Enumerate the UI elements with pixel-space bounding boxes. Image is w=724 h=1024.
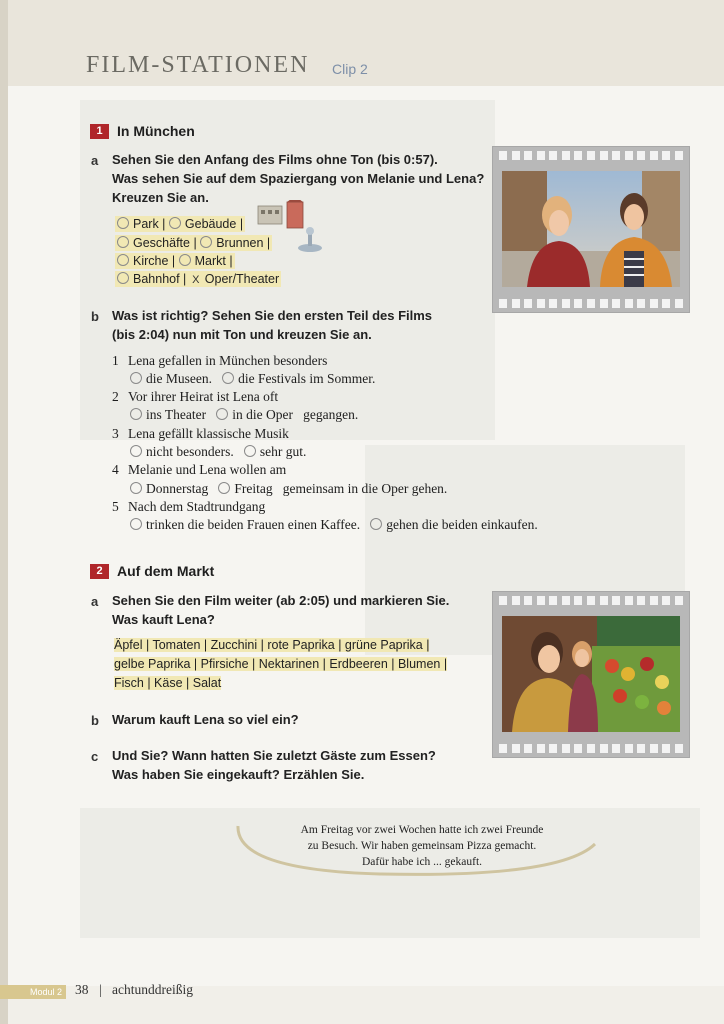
page-number: 38 [75,982,89,997]
film-perforation [499,151,683,160]
radio-q4-opt2[interactable] [218,482,230,494]
question-2 [112,389,278,405]
question-number: 3 [112,426,119,441]
option-label: die Festivals im Sommer. [238,371,376,386]
task-line: Was sehen Sie auf dem Spaziergang von Melanie und Lena? [112,171,485,186]
option-label: trinken die beiden Frauen einen Kaffee. [146,517,361,532]
task-line: Und Sie? Wann hatten Sie zuletzt Gäste zum Essen? [112,748,436,763]
option-label: Markt | [194,254,233,268]
option-row [115,252,235,270]
vocabulary-line [114,674,447,693]
question-text: Melanie und Lena wollen am [128,462,287,477]
buildings-icon [256,200,326,256]
vocabulary-text: Fisch | Käse | Salat [114,676,222,690]
option-row [115,270,281,288]
question-text: Lena gefallen in München besonders [128,353,328,368]
checkbox-park[interactable] [117,217,129,229]
task-1b-text [112,306,432,344]
question-number: 2 [112,389,119,404]
question-5-options [130,517,538,533]
question-number: 1 [112,353,119,368]
option-label: nicht besonders. [146,444,234,459]
page-edge [0,0,8,1024]
checkbox-gebaeude[interactable] [169,217,181,229]
section-2-heading [90,563,214,579]
task-letter: b [91,309,99,324]
task-line: Was kauft Lena? [112,612,215,627]
option-label: Brunnen | [216,236,271,250]
section-title: Auf dem Markt [117,563,215,579]
photo-lena-market [502,616,680,732]
clip-label: Clip 2 [332,61,368,77]
question-number: 4 [112,462,119,477]
radio-q1-opt1[interactable] [130,372,142,384]
task-line: (bis 2:04) nun mit Ton und kreuzen Sie an. [112,327,372,342]
checkbox-markt[interactable] [179,254,191,266]
option-label: in die Oper [232,407,293,422]
option-label: Oper/Theater [204,272,280,286]
option-label: die Museen. [146,371,212,386]
speech-line: Dafür habe ich ... gekauft. [361,856,483,868]
task-line: Was haben Sie eingekauft? Erzählen Sie. [112,767,365,782]
task-2a-text [112,591,449,629]
option-label: Bahnhof | [133,272,187,286]
radio-q5-opt2[interactable] [370,518,382,530]
radio-q2-opt1[interactable] [130,408,142,420]
photo-melanie-lena-street [502,171,680,287]
task-letter: b [91,713,99,728]
section-number: 1 [90,124,109,139]
vocabulary-list [114,636,447,693]
radio-q5-opt1[interactable] [130,518,142,530]
task-letter: c [91,749,99,764]
page-title: FILM-STATIONEN [86,52,310,78]
section-number: 2 [90,564,109,579]
vocabulary-text: Äpfel | Tomaten | Zucchini | rote Paprika | grüne Paprika | [114,638,430,652]
vocabulary-line [114,636,447,655]
task-line: Was ist richtig? Sehen Sie den ersten Teil des Films [112,308,433,323]
question-1-options [130,371,375,387]
task-letter: a [91,153,99,168]
option-label: gehen die beiden einkaufen. [386,517,538,532]
option-label: Freitag [234,481,273,496]
radio-q3-opt1[interactable] [130,445,142,457]
vocabulary-line [114,655,447,674]
task-1a-text [112,150,484,207]
speech-line: Am Freitag vor zwei Wochen hatte ich zwei Freunde [300,824,544,836]
option-label: ins Theater [146,407,207,422]
film-still-2 [492,591,690,758]
task-line: Sehen Sie den Anfang des Films ohne Ton (bis 0:57). [112,152,438,167]
page-separator: | [99,982,102,997]
option-row [115,234,272,252]
option-label: sehr gut. [259,444,307,459]
question-number: 5 [112,499,119,514]
radio-q3-opt2[interactable] [244,445,256,457]
radio-q2-opt2[interactable] [216,408,228,420]
task-letter: a [91,594,99,609]
section-1-heading [90,123,195,139]
question-4 [112,462,286,478]
module-tab: Modul 2 [0,985,66,999]
checkbox-brunnen[interactable] [200,236,212,248]
radio-q1-opt2[interactable] [222,372,234,384]
example-speech [262,822,582,870]
option-label: Geschäfte | [133,236,197,250]
task-line: Kreuzen Sie an. [112,190,209,205]
checkbox-kirche[interactable] [117,254,129,266]
film-perforation [499,299,683,308]
task-line: Sehen Sie den Film weiter (ab 2:05) und markieren Sie. [112,593,450,608]
option-label: Gebäude | [184,217,244,231]
question-3-options [130,444,306,460]
speech-line: zu Besuch. Wir haben gemeinsam Pizza gemacht. [307,840,537,852]
task-2c-text [112,746,436,784]
film-perforation [499,596,683,605]
question-4-options [130,481,447,497]
question-2-options [130,407,358,423]
film-perforation [499,744,683,753]
page-number-word: achtunddreißig [112,982,193,997]
section-title: In München [117,123,195,139]
checkbox-bahnhof[interactable] [117,272,129,284]
question-text: Nach dem Stadtrundgang [128,499,266,514]
question-5 [112,499,265,515]
option-label: Park | [133,217,166,231]
film-still-1 [492,146,690,313]
radio-q4-opt1[interactable] [130,482,142,494]
task-2b-text: Warum kauft Lena so viel ein? [112,712,299,727]
checkbox-geschaefte[interactable] [117,236,129,248]
checkbox-oper-theater-checked[interactable]: X [192,274,200,286]
question-tail: gemeinsam in die Oper gehen. [282,481,448,496]
question-text: Lena gefällt klassische Musik [128,426,289,441]
question-tail: gegangen. [303,407,359,422]
option-label: Kirche | [133,254,176,268]
option-row [115,215,245,233]
option-label: Donnerstag [146,481,209,496]
question-3 [112,426,289,442]
question-text: Vor ihrer Heirat ist Lena oft [128,389,279,404]
question-1 [112,353,327,369]
vocabulary-text: gelbe Paprika | Pfirsiche | Nektarinen | Erdbeeren | Blumen | [114,657,448,671]
